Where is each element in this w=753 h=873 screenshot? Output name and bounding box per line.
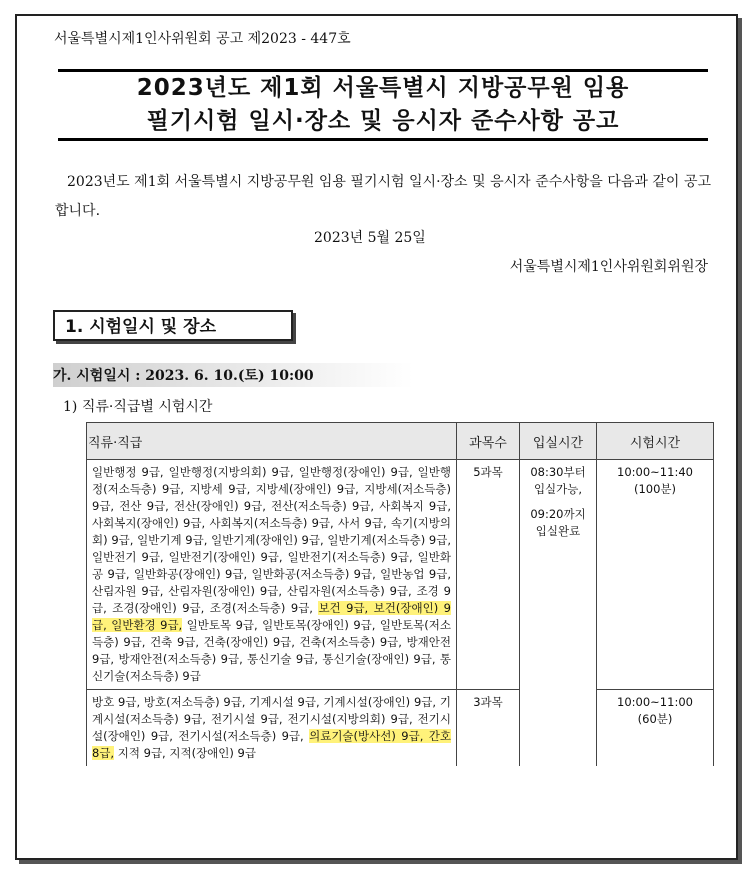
title-line-2: 필기시험 일시·장소 및 응시자 준수사항 공고 (146, 108, 620, 134)
job-text-highlight: 의료기술(방사선) 9급, 간호 8급, (92, 729, 451, 760)
time-range: 10:00~11:40 (617, 465, 693, 479)
job-text: 지적 9급, 지적(장애인) 9급 (114, 746, 256, 760)
job-text: 일반토목 9급, 일반토목(장애인) 9급, 일반토목(저소득층) 9급, 건축 9급, 건축(장애인) 9급, 건축(저소득층) 9급, 방재안전 9급, 방재안전(저소득층) 9급, 통신기술 9급, 통신기술(장애인) 9급, 통신기술(저소득층) 9급 (92, 618, 451, 683)
time-duration: (60분) (637, 712, 673, 726)
intro-paragraph: 2023년도 제1회 서울특별시 지방공무원 임용 필기시험 일시·장소 및 응시자 준수사항을 다음과 같이 공고합니다. (55, 174, 711, 219)
subjects-cell: 3과목 (457, 690, 520, 767)
job-cell (87, 460, 457, 690)
section-heading-1: 1. 시험일시 및 장소 (53, 310, 293, 341)
exam-schedule-table (86, 422, 714, 766)
time-range: 10:00~11:00 (617, 695, 693, 709)
entry-line: 입실완료 (535, 524, 581, 538)
entry-line: 입실가능, (533, 482, 583, 496)
item-exam-time-by-job: 1) 직류·직급별 시험시간 (63, 399, 213, 415)
job-text: 방호 9급, 방호(저소득층) 9급, 기계시설 9급, 기계시설(장애인) 9급, 기계시설(저소득층) 9급, 전기시설 9급, 전기시설(지방의회) 9급, 전기시설(장애인) 9급, 전기시설(저소득층) 9급, (92, 695, 451, 743)
signer: 서울특별시제1인사위원회위원장 (509, 259, 708, 275)
entry-line: 08:30부터 (530, 465, 586, 479)
entry-line: 09:20까지 (530, 507, 586, 521)
subjects-cell: 5과목 (457, 460, 520, 690)
header-subjects: 과목수 (457, 423, 520, 460)
notice-number: 서울특별시제1인사위원회 공고 제2023 - 447호 (54, 31, 351, 47)
job-cell (87, 690, 457, 767)
entry-cell (520, 460, 597, 767)
time-duration: (100분) (633, 482, 677, 496)
job-text-highlight: 보건 9급, 보건(장애인) 9급, 일반환경 9급, (92, 601, 451, 632)
subsection-exam-datetime: 가. 시험일시 : 2023. 6. 10.(토) 10:00 (53, 363, 708, 387)
time-cell (597, 460, 714, 690)
table-header-row (87, 423, 714, 460)
notice-date: 2023년 5월 25일 (314, 230, 426, 246)
table-row (87, 460, 714, 690)
header-time: 시험시간 (597, 423, 714, 460)
header-job: 직류·직급 (87, 423, 457, 460)
title-line-1: 2023년도 제1회 서울특별시 지방공무원 임용 (136, 75, 630, 101)
header-entry: 입실시간 (520, 423, 597, 460)
table-row (87, 690, 714, 767)
title-box (58, 69, 708, 141)
job-text: 일반행정 9급, 일반행정(지방의회) 9급, 일반행정(장애인) 9급, 일반행정(저소득층) 9급, 지방세 9급, 지방세(장애인) 9급, 지방세(저소득층) 9급, 전산 9급, 전산(장애인) 9급, 전산(저소득층) 9급, 사회복지 9급, 사회복지(장애인) 9급, 사회복지(저소득층) 9급, 사서 9급, 속기(지방의회) 9급, 일반기계 9급, 일반기계(장애인) 9급, 일반기계(저소득층) 9급, 일반전기 9급, 일반전기(장애인) 9급, 일반전기(저소득층) 9급, 일반화공 9급, 일반화공(장애인) 9급, 일반화공(저소득층) 9급, 일반농업 9급, 산림자원 9급, 산림자원(장애인) 9급, 산림자원(저소득층) 9급, 조경 9급, 조경(장애인) 9급, 조경(저소득층) 9급, (92, 465, 451, 615)
time-cell (597, 690, 714, 767)
document-frame (15, 14, 738, 860)
